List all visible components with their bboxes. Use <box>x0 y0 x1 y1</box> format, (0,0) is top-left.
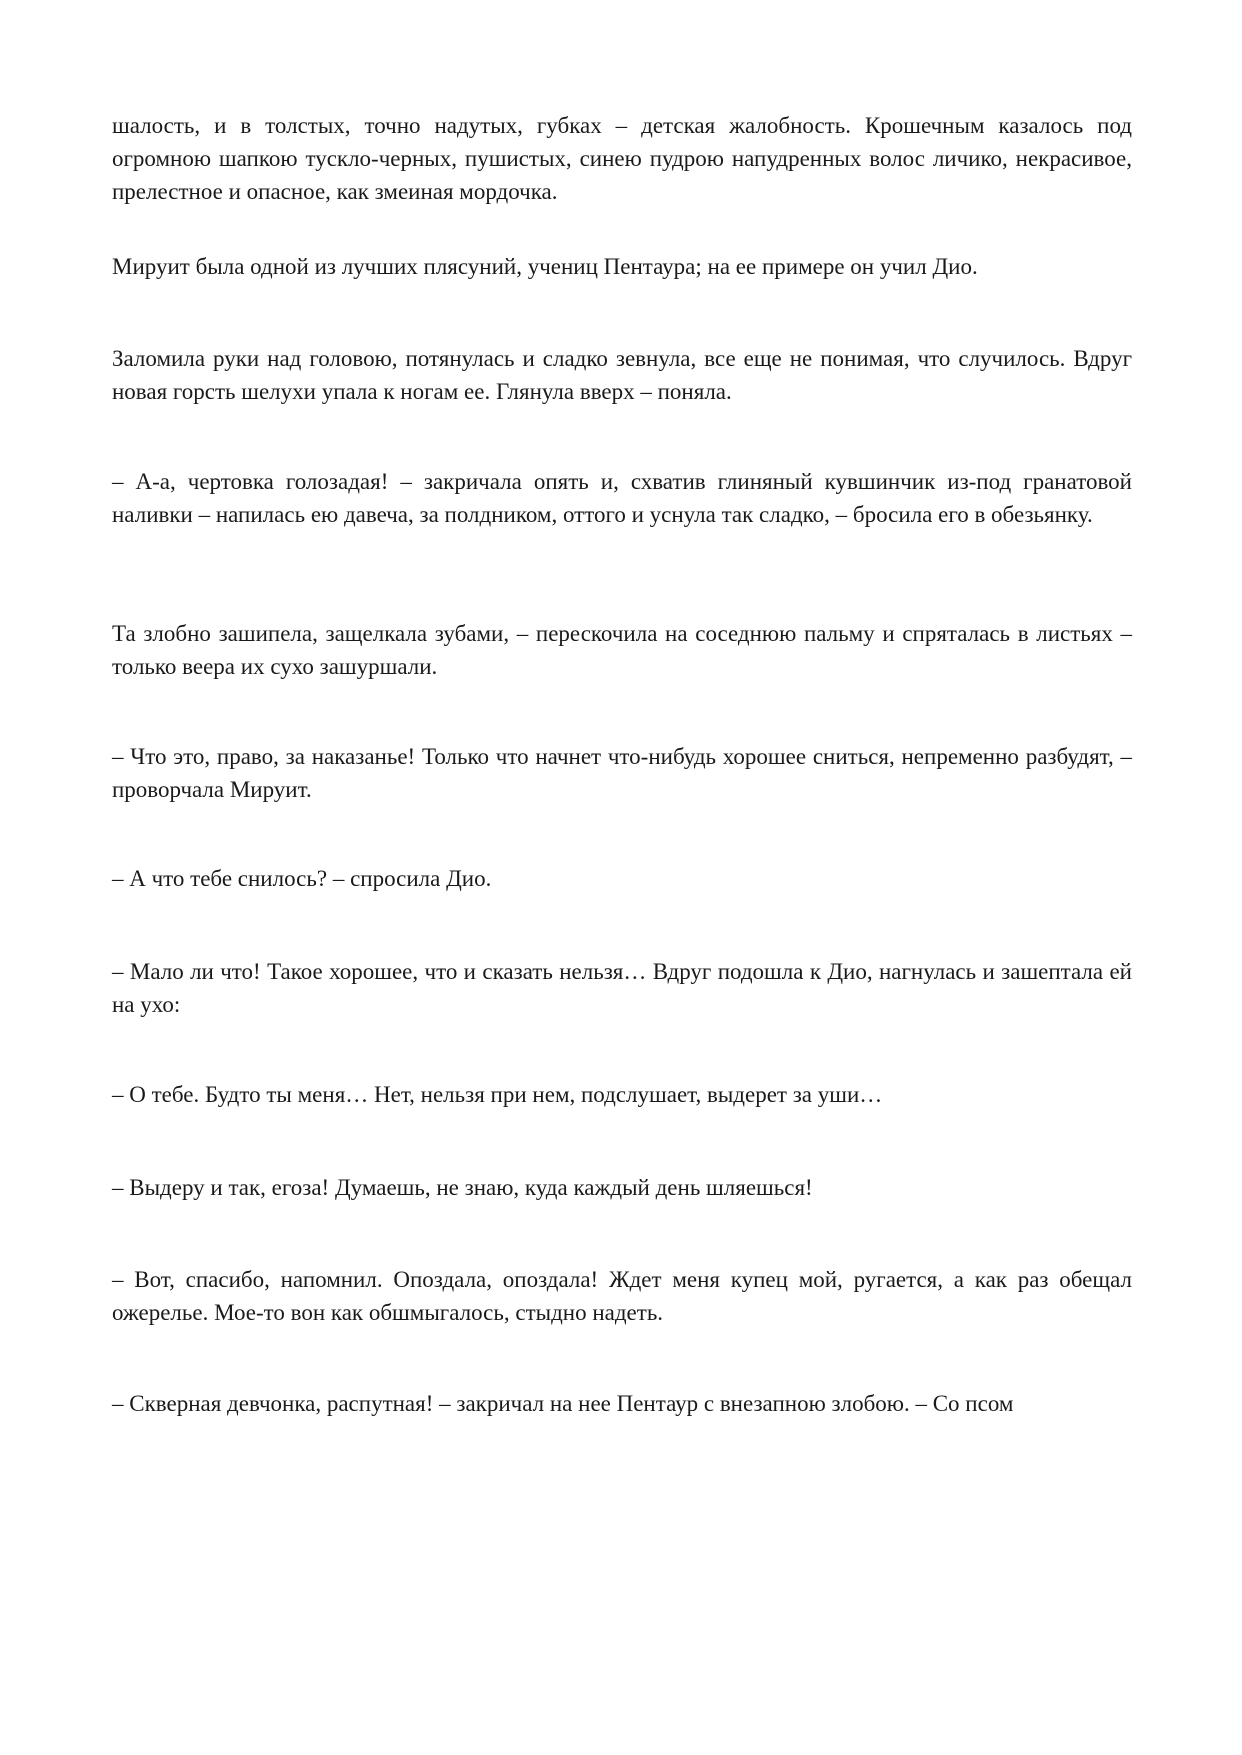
paragraph-8 <box>112 955 1132 1021</box>
paragraph-3 <box>112 342 1132 408</box>
paragraph-text: – О тебе. Будто ты меня… Нет, нельзя при нем, подслушает, выдерет за уши… <box>112 1082 883 1107</box>
paragraph-text: – А-а, чертовка голозадая! – закричала опять и, схватив глиняный кувшинчик из-под гранатовой наливки – напилась ею давеча, за полдником, оттого и уснула так сладко, – бросила его в обезьянку. <box>112 469 1132 527</box>
paragraph-1 <box>112 109 1132 208</box>
paragraph-10 <box>112 1171 1132 1204</box>
paragraph-text: – Скверная девчонка, распутная! – закричал на нее Пентаур с внезапною злобою. – Со псом <box>112 1391 1014 1416</box>
paragraph-4 <box>112 465 1132 531</box>
paragraph-text: – Мало ли что! Такое хорошее, что и сказать нельзя… Вдруг подошла к Дио, нагнулась и зашептала ей на ухо: <box>112 959 1132 1017</box>
paragraph-text: – Выдеру и так, егоза! Думаешь, не знаю, куда каждый день шляешься! <box>112 1175 813 1200</box>
paragraph-2 <box>112 250 1132 283</box>
paragraph-11 <box>112 1263 1132 1329</box>
paragraph-9 <box>112 1078 1132 1111</box>
paragraph-12 <box>112 1387 1132 1420</box>
paragraph-text: шалость, и в толстых, точно надутых, губках – детская жалобность. Крошечным казалось под огромною шапкою тускло-черных, пушистых, синею пудрою напудренных волос личико, некрасивое, прелестное и опасное, как змеиная мордочка. <box>112 113 1132 204</box>
paragraph-text: Мируит была одной из лучших плясуний, учениц Пентаура; на ее примере он учил Дио. <box>112 254 978 279</box>
paragraph-text: – Вот, спасибо, напомнил. Опоздала, опоздала! Ждет меня купец мой, ругается, а как раз обещал ожерелье. Мое-то вон как обшмыгалось, стыдно надеть. <box>112 1267 1132 1325</box>
paragraph-text: – Что это, право, за наказанье! Только что начнет что-нибудь хорошее сниться, непременно разбудят, – проворчала Мируит. <box>112 744 1132 802</box>
paragraph-5 <box>112 617 1132 683</box>
paragraph-text: Заломила руки над головою, потянулась и сладко зевнула, все еще не понимая, что случилось. Вдруг новая горсть шелухи упала к ногам ее. Глянула вверх – поняла. <box>112 346 1132 404</box>
paragraph-7 <box>112 862 1132 895</box>
paragraph-6 <box>112 740 1132 806</box>
paragraph-text: – А что тебе снилось? – спросила Дио. <box>112 866 492 891</box>
paragraph-text: Та злобно зашипела, защелкала зубами, – перескочила на соседнюю пальму и спряталась в листьях – только веера их сухо зашуршали. <box>112 621 1132 679</box>
